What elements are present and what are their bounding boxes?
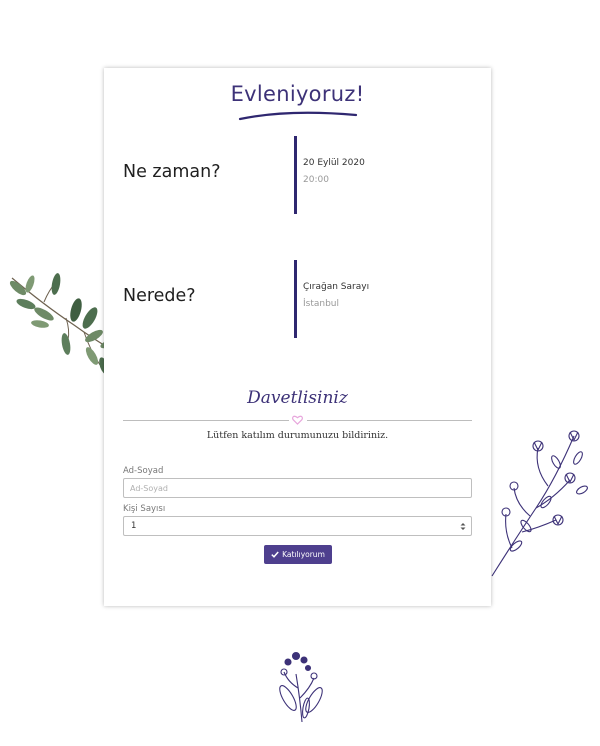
rsvp-divider-left (123, 420, 289, 421)
name-input[interactable] (123, 478, 472, 498)
attend-button-label: Katılıyorum (282, 550, 325, 559)
lavender-flower-icon (486, 428, 594, 580)
eucalyptus-branch-icon (4, 270, 114, 380)
when-question: Ne zaman? (123, 162, 221, 182)
heart-icon (292, 415, 303, 425)
where-divider-bar (294, 260, 297, 338)
rsvp-title: Davetlisiniz (247, 388, 348, 408)
attend-button[interactable] (264, 545, 332, 564)
select-arrow-icon (460, 522, 466, 531)
event-time: 20:00 (303, 175, 329, 185)
guest-count-value: 1 (131, 521, 137, 531)
rsvp-divider-right (307, 420, 472, 421)
where-question: Nerede? (123, 286, 196, 306)
when-divider-bar (294, 136, 297, 214)
title-underline-swash (238, 108, 358, 122)
name-label: Ad-Soyad (123, 466, 164, 476)
event-date: 20 Eylül 2020 (303, 158, 365, 168)
guest-count-select[interactable] (123, 516, 472, 536)
when-section (104, 136, 491, 214)
event-venue: Çırağan Sarayı (303, 282, 370, 292)
invitation-card (104, 68, 491, 606)
guest-count-label: Kişi Sayısı (123, 504, 166, 514)
event-city: İstanbul (303, 299, 340, 309)
check-icon (271, 551, 279, 558)
flower-sprig-icon (270, 648, 330, 724)
page-title: Evleniyoruz! (230, 82, 365, 106)
where-section (104, 260, 491, 338)
rsvp-subtitle: Lütfen katılım durumunuzu bildiriniz. (206, 430, 389, 441)
